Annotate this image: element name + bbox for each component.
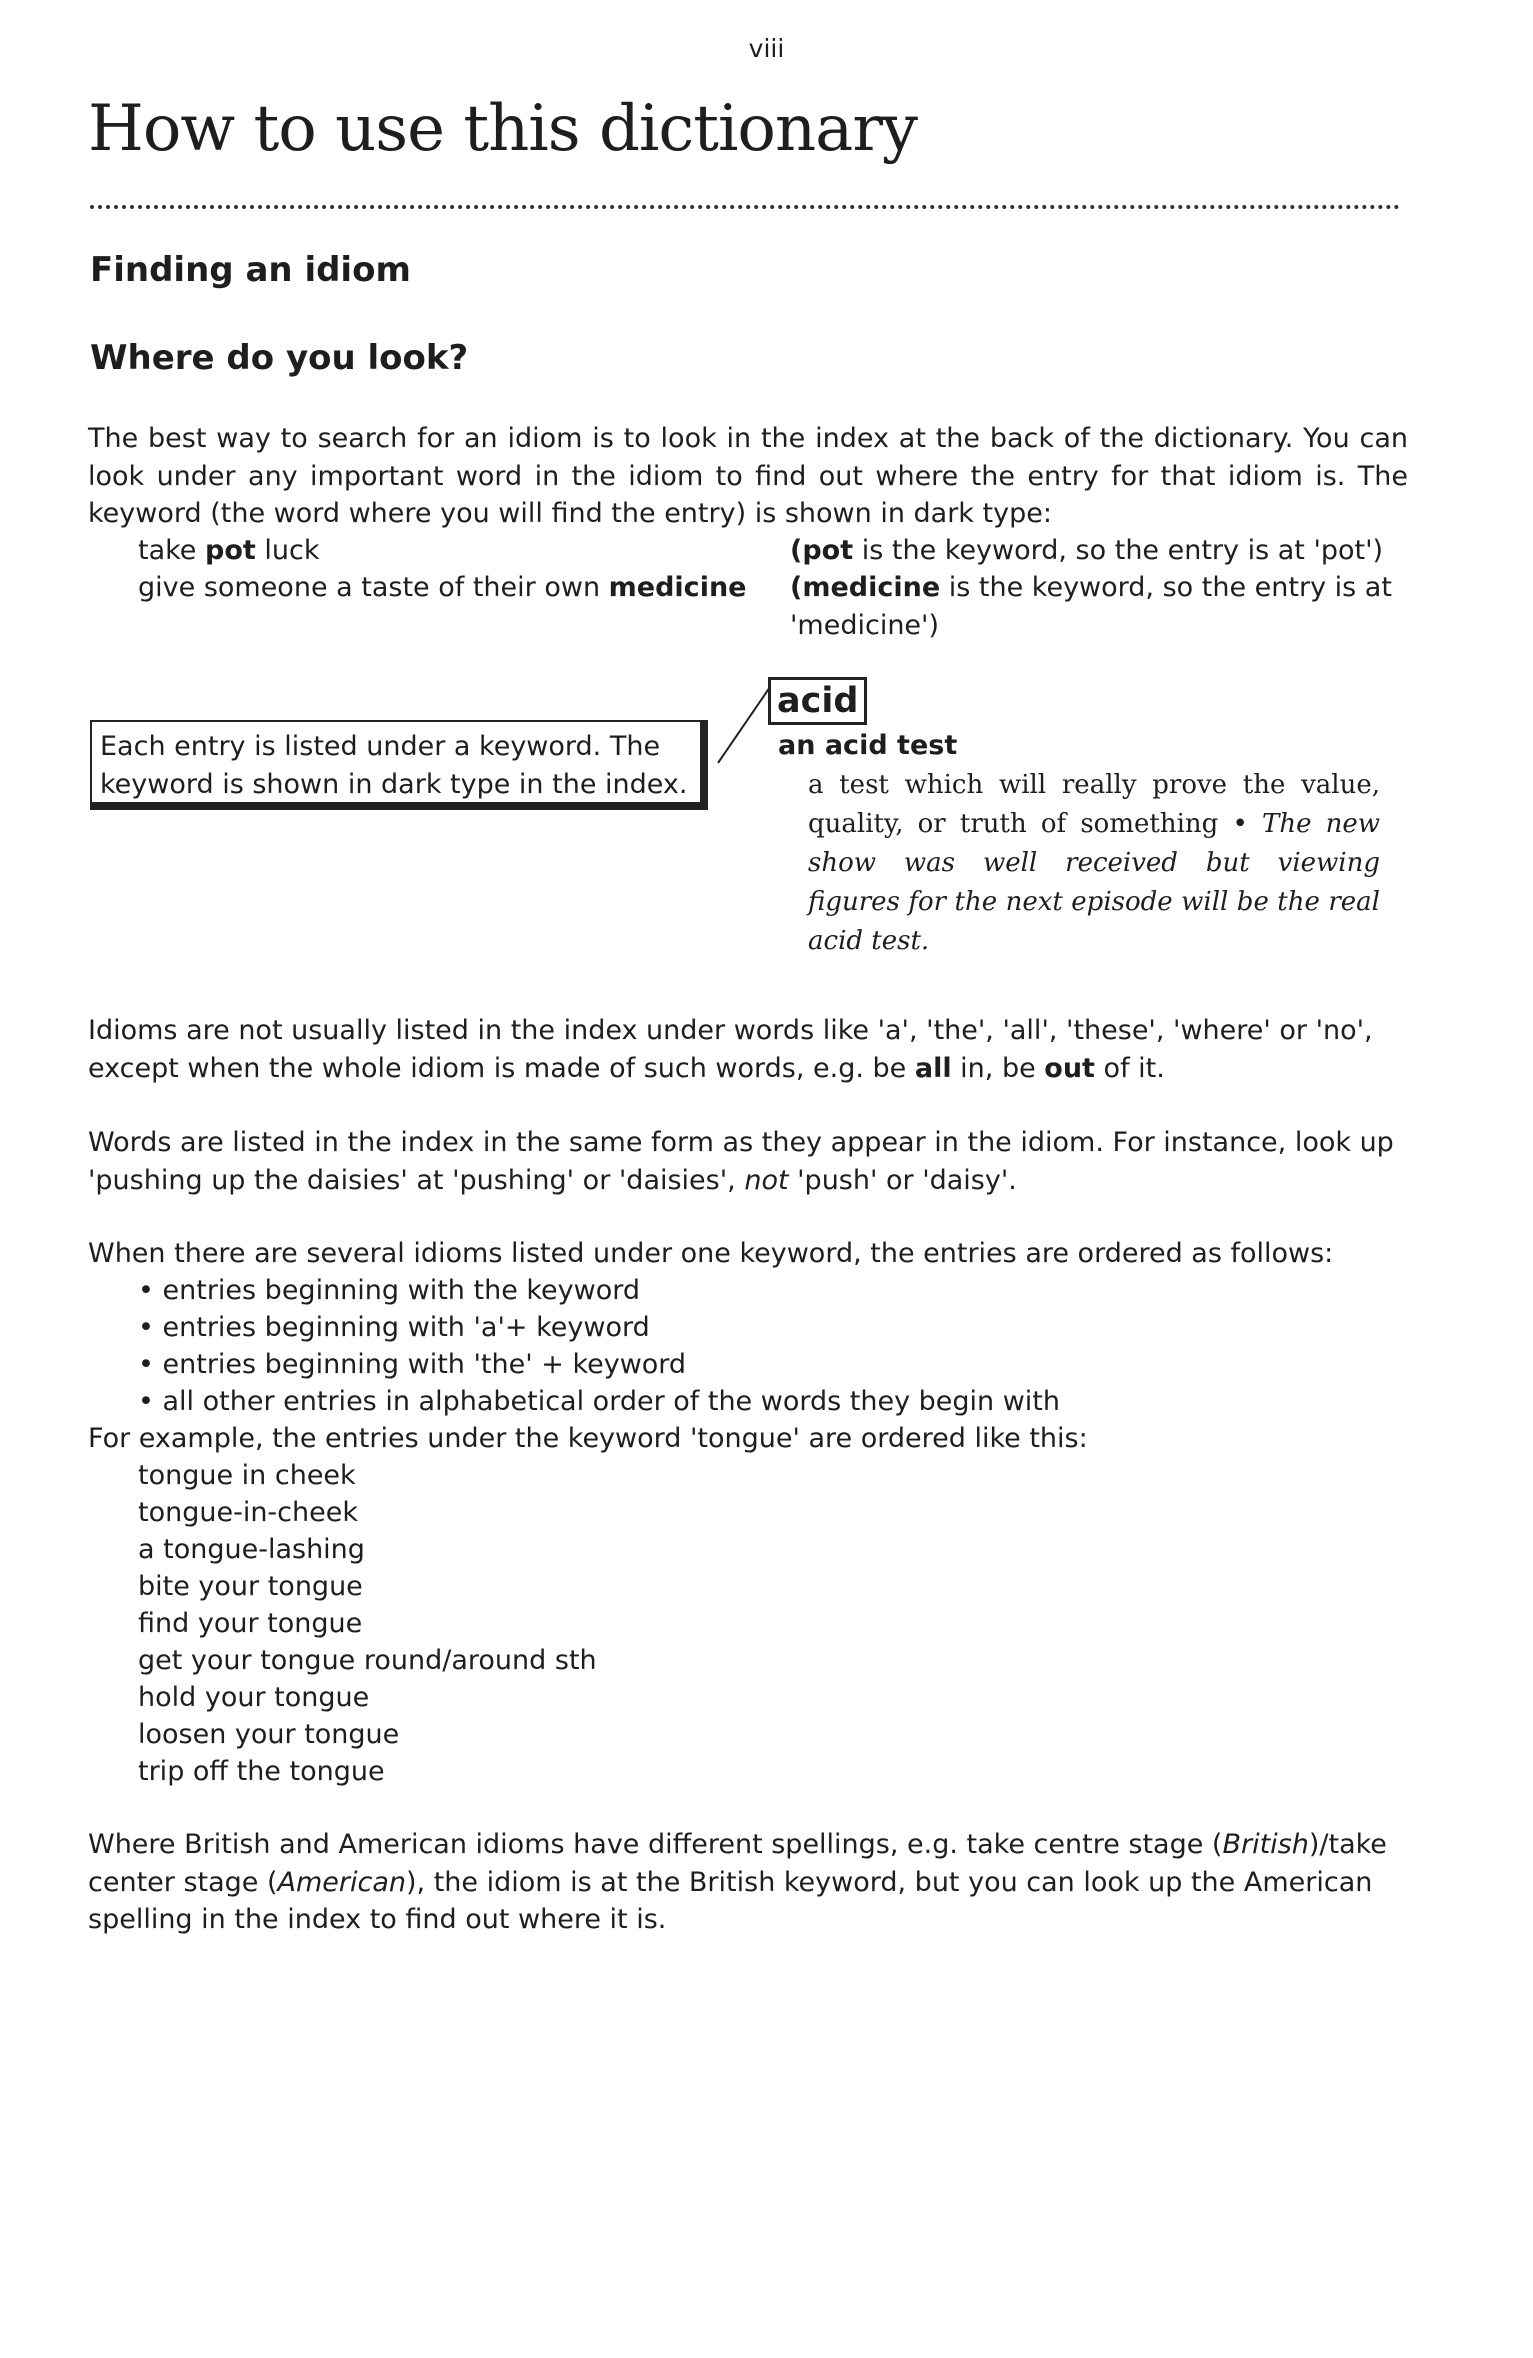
bullet-icon: • bbox=[1232, 809, 1248, 839]
list-item: • entries beginning with 'a'+ keyword bbox=[138, 1312, 650, 1343]
note-keyword: medicine bbox=[802, 572, 941, 603]
list-item: • entries beginning with the keyword bbox=[138, 1275, 641, 1306]
entry-idiom: an acid test bbox=[778, 730, 958, 761]
list-item: trip off the tongue bbox=[138, 1756, 385, 1787]
intro-paragraph: The best way to search for an idiom is to look in the index at the back of the dictionary. You can look under any important word in the idiom to find out where the entry for that idiom is. The keyword (the word where you will find the entry) is shown in dark type: bbox=[88, 423, 1408, 529]
subheading: Where do you look? bbox=[90, 338, 469, 378]
example-row-2: give someone a taste of their own medicine bbox=[138, 572, 747, 603]
spellings-paragraph: Where British and American idioms have different spellings, e.g. take centre stage (British)/take center stage (American), the idiom is at the British keyword, but you can look up the American spelling in the index to find out where it is. bbox=[88, 1829, 1387, 1935]
list-item: • entries beginning with 'the' + keyword bbox=[138, 1349, 687, 1380]
dotted-divider bbox=[90, 205, 1400, 209]
example-keyword: medicine bbox=[608, 572, 747, 603]
list-item: find your tongue bbox=[138, 1608, 363, 1639]
small-words-paragraph: Idioms are not usually listed in the index under words like 'a', 'the', 'all', 'these', 'where' or 'no', except when the whole idiom is made of such words, e.g. be all in, be out of it. bbox=[88, 1015, 1373, 1084]
list-item: loosen your tongue bbox=[138, 1719, 400, 1750]
example-note-2: (medicine is the keyword, so the entry is at 'medicine') bbox=[790, 572, 1392, 641]
entry-definition: a test which will really prove the value, quality, or truth of something • The new show was well received but viewing figures for the next episode will be the real acid test. bbox=[808, 770, 1381, 956]
example-note-1: (pot is the keyword, so the entry is at 'pot') bbox=[790, 535, 1384, 566]
example-row-1: take pot luck bbox=[138, 535, 320, 566]
callout-box: Each entry is listed under a keyword. The keyword is shown in dark type in the index. bbox=[90, 720, 708, 810]
order-intro: When there are several idioms listed under one keyword, the entries are ordered as follows: bbox=[88, 1238, 1334, 1269]
example-keyword: pot bbox=[205, 535, 256, 566]
tongue-entries-list bbox=[138, 1457, 597, 1790]
list-item: tongue-in-cheek bbox=[138, 1497, 358, 1528]
list-item: hold your tongue bbox=[138, 1682, 370, 1713]
page-title: How to use this dictionary bbox=[88, 92, 918, 166]
list-item: bite your tongue bbox=[138, 1571, 363, 1602]
entry-example: The new show was well received but viewing figures for the next episode will be the real acid test. bbox=[808, 809, 1381, 956]
list-item: • all other entries in alphabetical order of the words they begin with bbox=[138, 1386, 1061, 1417]
list-item: get your tongue round/around sth bbox=[138, 1645, 597, 1676]
word-forms-paragraph: Words are listed in the index in the same form as they appear in the idiom. For instance, look up 'pushing up the daisies' at 'pushing' or 'daisies', not 'push' or 'daisy'. bbox=[88, 1127, 1394, 1196]
tongue-intro: For example, the entries under the keyword 'tongue' are ordered like this: bbox=[88, 1423, 1088, 1454]
page-number: viii bbox=[748, 34, 785, 63]
order-rules-list bbox=[138, 1272, 1060, 1420]
list-item: a tongue-lashing bbox=[138, 1534, 365, 1565]
note-keyword: pot bbox=[802, 535, 854, 566]
section-heading: Finding an idiom bbox=[90, 250, 411, 290]
list-item: tongue in cheek bbox=[138, 1460, 356, 1491]
entry-keyword-box: acid bbox=[768, 677, 867, 725]
